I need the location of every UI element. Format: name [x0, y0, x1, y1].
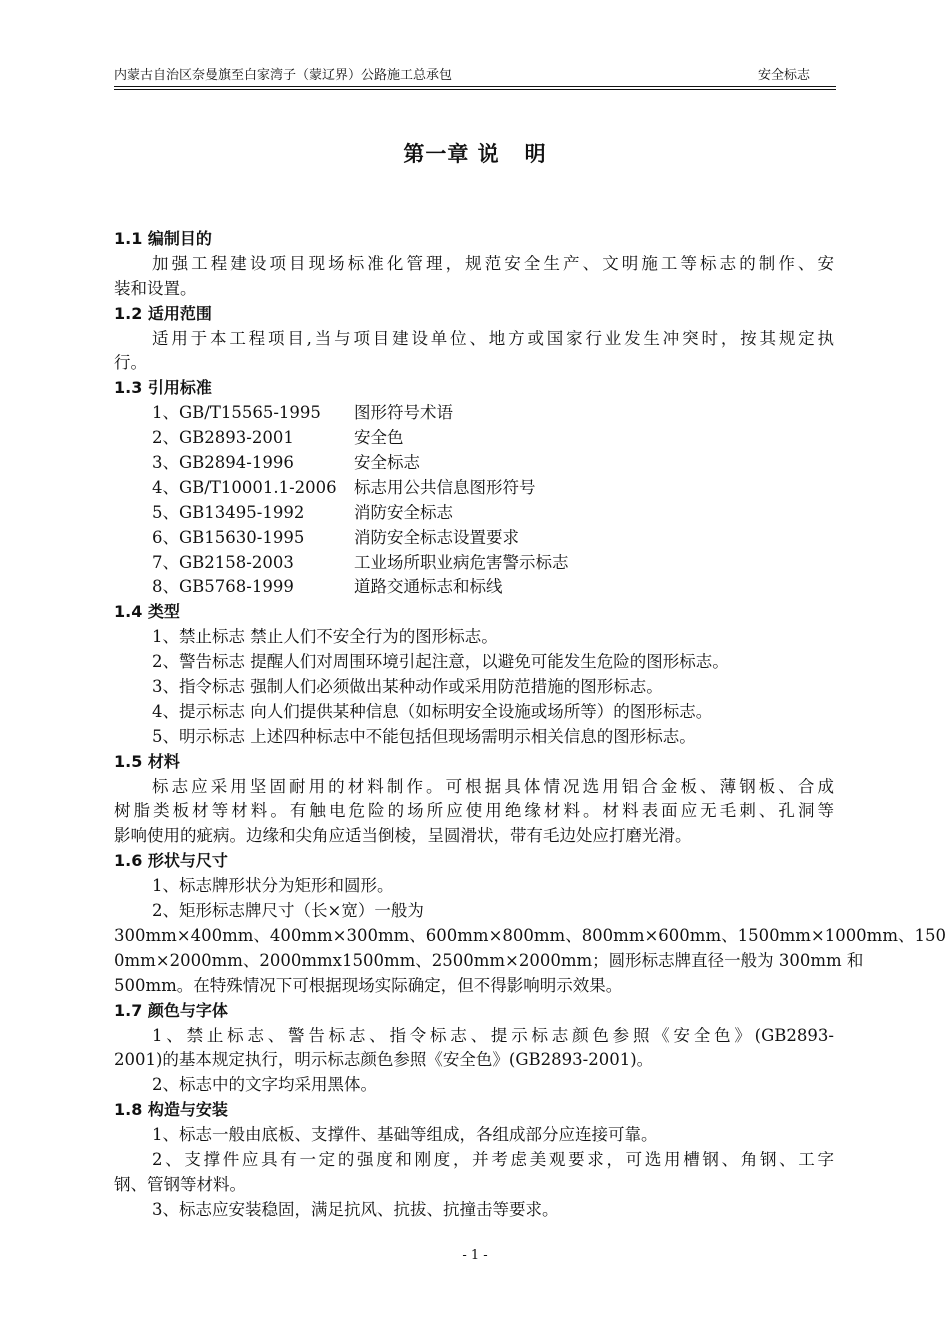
reference-standard	[114, 426, 834, 451]
list-item: 1、标志牌形状分为矩形和圆形。	[152, 876, 394, 896]
standard-code: 1、GB/T15565-1995	[152, 403, 321, 423]
section-heading-1-8: 1.8 构造与安装	[114, 1100, 228, 1120]
standard-name: 标志用公共信息图形符号	[354, 477, 536, 497]
list-item: 3、指令标志 强制人们必须做出某种动作或采用防范措施的图形标志。	[152, 677, 663, 697]
paragraph-line: 标志应采用坚固耐用的材料制作。可根据具体情况选用铝合金板、薄钢板、合成	[152, 776, 834, 796]
reference-standard	[114, 551, 834, 576]
paragraph-line: 适用于本工程项目,当与项目建设单位、地方或国家行业发生冲突时，按其规定执	[152, 328, 834, 348]
section-heading-1-5: 1.5 材料	[114, 751, 180, 771]
list-item: 1、禁止标志、警告标志、指令标志、提示标志颜色参照《安全色》(GB2893-	[152, 1025, 834, 1045]
list-item: 2、矩形标志牌尺寸（长×宽）一般为	[152, 901, 424, 921]
standard-code: 5、GB13495-1992	[152, 502, 305, 522]
section-heading-1-4: 1.4 类型	[114, 602, 180, 622]
list-item: 2、警告标志 提醒人们对周围环境引起注意，以避免可能发生危险的图形标志。	[152, 652, 729, 672]
list-item: 2、支撑件应具有一定的强度和刚度，并考虑美观要求，可选用槽钢、角钢、工字	[152, 1149, 834, 1169]
paragraph-line: 0mm×2000mm、2000mmx1500mm、2500mm×2000mm；圆形标志牌直径一般为 300mm 和	[114, 950, 864, 970]
standard-name: 安全色	[354, 428, 404, 448]
standard-code: 2、GB2893-2001	[152, 428, 294, 448]
document-body	[114, 227, 946, 1223]
paragraph-line: 影响使用的疵病。边缘和尖角应适当倒棱，呈圆滑状，带有毛边处应打磨光滑。	[114, 826, 692, 846]
standard-name: 消防安全标志设置要求	[354, 527, 519, 547]
standard-code: 8、GB5768-1999	[152, 577, 294, 597]
standard-code: 4、GB/T10001.1-2006	[152, 477, 337, 497]
paragraph-line: 树脂类板材等材料。有触电危险的场所应使用绝缘材料。材料表面应无毛刺、孔洞等	[114, 801, 834, 821]
header-project-title: 内蒙古自治区奈曼旗至白家湾子（蒙辽界）公路施工总承包	[114, 68, 453, 83]
chapter-title: 第一章 说 明	[403, 142, 547, 166]
standard-code: 6、GB15630-1995	[152, 527, 305, 547]
list-item: 4、提示标志 向人们提供某种信息（如标明安全设施或场所等）的图形标志。	[152, 701, 713, 721]
reference-standard	[114, 575, 834, 600]
header-section-label: 安全标志	[757, 68, 810, 83]
paragraph-line: 300mm×400mm、400mm×300mm、600mm×800mm、800mm×600mm、1500mm×1000mm、150	[114, 925, 946, 945]
section-heading-1-3: 1.3 引用标准	[114, 378, 212, 398]
page-number: - 1 -	[462, 1248, 488, 1263]
paragraph-line: 钢、管钢等材料。	[114, 1174, 246, 1194]
reference-standard	[114, 401, 834, 426]
section-heading-1-1: 1.1 编制目的	[114, 229, 212, 248]
paragraph-line: 加强工程建设项目现场标准化管理，规范安全生产、文明施工等标志的制作、安	[152, 253, 834, 273]
list-item: 1、标志一般由底板、支撑件、基础等组成，各组成部分应连接可靠。	[152, 1125, 658, 1145]
header-rule	[114, 86, 836, 87]
paragraph-line: 2001)的基本规定执行，明示标志颜色参照《安全色》(GB2893-2001)。	[114, 1050, 654, 1070]
paragraph-line: 500mm。在特殊情况下可根据现场实际确定，但不得影响明示效果。	[114, 975, 623, 995]
list-item: 3、标志应安装稳固，满足抗风、抗拔、抗撞击等要求。	[152, 1199, 559, 1219]
reference-standard	[114, 476, 834, 501]
standard-name: 工业场所职业病危害警示标志	[354, 552, 569, 572]
standard-code: 7、GB2158-2003	[152, 552, 294, 572]
standard-name: 图形符号术语	[354, 403, 453, 423]
page-header	[114, 66, 836, 86]
list-item: 1、禁止标志 禁止人们不安全行为的图形标志。	[152, 627, 498, 647]
list-item: 5、明示标志 上述四种标志中不能包括但现场需明示相关信息的图形标志。	[152, 726, 696, 746]
standard-name: 消防安全标志	[354, 502, 453, 522]
paragraph-line: 装和设置。	[114, 278, 197, 298]
section-heading-1-6: 1.6 形状与尺寸	[114, 851, 228, 871]
reference-standard	[114, 451, 834, 476]
reference-standard	[114, 526, 834, 551]
paragraph-line: 行。	[114, 353, 147, 373]
standard-name: 道路交通标志和标线	[354, 577, 503, 597]
standard-name: 安全标志	[354, 453, 420, 473]
reference-standard	[114, 501, 834, 526]
section-heading-1-7: 1.7 颜色与字体	[114, 1000, 228, 1020]
header-rule-thin	[114, 89, 836, 90]
standard-code: 3、GB2894-1996	[152, 453, 294, 473]
list-item: 2、标志中的文字均采用黑体。	[152, 1075, 377, 1095]
section-heading-1-2: 1.2 适用范围	[114, 303, 212, 323]
